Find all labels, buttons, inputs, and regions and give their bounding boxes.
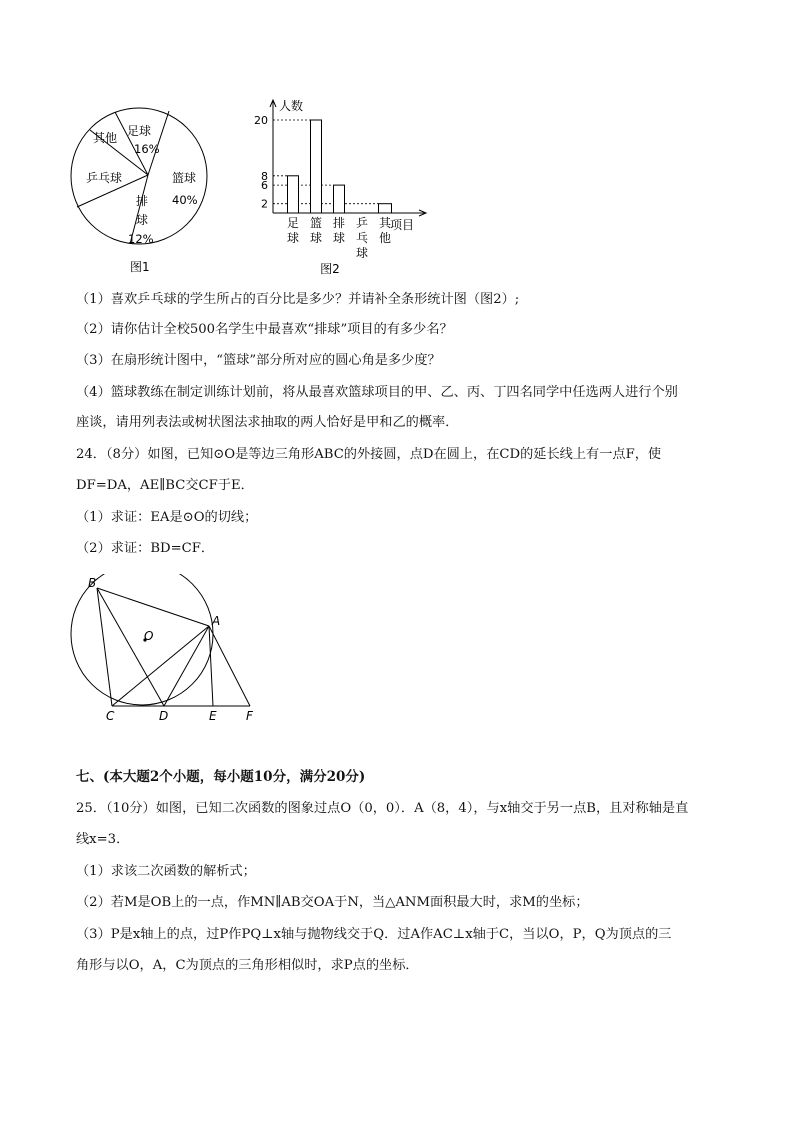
circumcircle	[71, 574, 213, 705]
x-tick-label: 其他	[378, 216, 392, 245]
q25-part1: （1）求该二次函数的解析式；	[76, 864, 256, 879]
pie-label-football: 足球	[127, 124, 152, 138]
q25-line1: 25．（10分）如图，已知二次函数的图象过点O（0，0）．A（8，4），与x轴交于另一点B，且对称轴是直	[76, 801, 689, 816]
pie-label-football-pct: 16%	[134, 142, 160, 156]
pie-label-pingpong: 乒乓球	[86, 171, 123, 185]
bar-chart-caption: 图2	[320, 262, 340, 276]
q25-line2: 线x=3．	[76, 832, 130, 847]
q25-part3-line2: 角形与以O，A，C为顶点的三角形相似时，求P点的坐标．	[76, 958, 419, 973]
pie-label-volleyball-pct: 12%	[128, 232, 154, 246]
q25-part3-line1: （3）P是x轴上的点，过P作PQ⊥x轴与抛物线交于Q．过A作AC⊥x轴于C，当以O，P，Q为顶点的三	[76, 927, 672, 942]
pie-chart	[68, 105, 218, 275]
q24-line2: DF=DA，AE∥BC交CF于E．	[76, 478, 254, 493]
x-tick-label: 足球	[286, 216, 300, 245]
q23-part2: （2）请你估计全校500名学生中最喜欢“排球”项目的有多少名？	[76, 322, 453, 337]
q24-part2: （2）求证：BD=CF．	[76, 541, 215, 556]
label-A: A	[212, 614, 221, 628]
x-tick-label: 乒乓球	[355, 216, 369, 260]
pie-label-basketball: 篮球	[172, 171, 197, 185]
label-F: F	[246, 709, 253, 723]
y-tick-label: 6	[261, 179, 268, 193]
circle-geometry-figure	[60, 574, 270, 726]
pie-label-other: 其他	[93, 131, 118, 145]
pie-caption: 图1	[130, 260, 150, 274]
q23-part1: （1）喜欢乒乓球的学生所占的百分比是多少？并请补全条形统计图（图2）;	[76, 292, 520, 307]
label-O: O	[144, 629, 154, 643]
q25-part2: （2）若M是OB上的一点，作MN∥AB交OA于N，当△ANM面积最大时，求M的坐标；	[76, 895, 589, 910]
pie-label-basketball-pct: 40%	[172, 193, 198, 207]
q24-part1: （1）求证：EA是⊙O的切线；	[76, 510, 258, 525]
q23-part4-line2: 座谈，请用列表法或树状图法求抽取的两人恰好是甲和乙的概率．	[76, 415, 459, 430]
q24-line1: 24．（8分）如图，已知⊙O是等边三角形ABC的外接圆，点D在圆上，在CD的延长线上有一点F，使	[76, 447, 662, 462]
y-tick-label: 2	[261, 197, 268, 211]
x-tick-label: 篮球	[309, 216, 323, 245]
bar-chart	[248, 95, 438, 280]
bar	[379, 204, 392, 213]
bar	[288, 176, 299, 213]
y-tick-label: 20	[254, 114, 268, 127]
x-axis-label: 项目	[390, 218, 415, 232]
bar	[334, 185, 345, 213]
pie-label-volleyball-1: 排	[136, 194, 149, 208]
q23-part3: （3）在扇形统计图中，“篮球”部分所对应的圆心角是多少度？	[76, 353, 441, 368]
x-tick-label: 排球	[332, 216, 346, 245]
bar	[311, 120, 322, 213]
label-B: B	[88, 576, 97, 590]
q23-part4-line1: （4）篮球教练在制定训练计划前，将从最喜欢篮球项目的甲、乙、丙、丁四名同学中任选两人进行个别	[76, 385, 678, 400]
label-C: C	[106, 709, 115, 723]
section-7-heading: 七、(本大题2个小题，每小题10分，满分20分)	[76, 769, 366, 785]
y-tick-label: 8	[261, 169, 268, 183]
figure-segments	[97, 588, 250, 706]
label-E: E	[209, 709, 217, 723]
label-D: D	[159, 709, 169, 723]
pie-label-volleyball-2: 球	[136, 213, 149, 227]
y-axis-label: 人数	[279, 99, 304, 113]
